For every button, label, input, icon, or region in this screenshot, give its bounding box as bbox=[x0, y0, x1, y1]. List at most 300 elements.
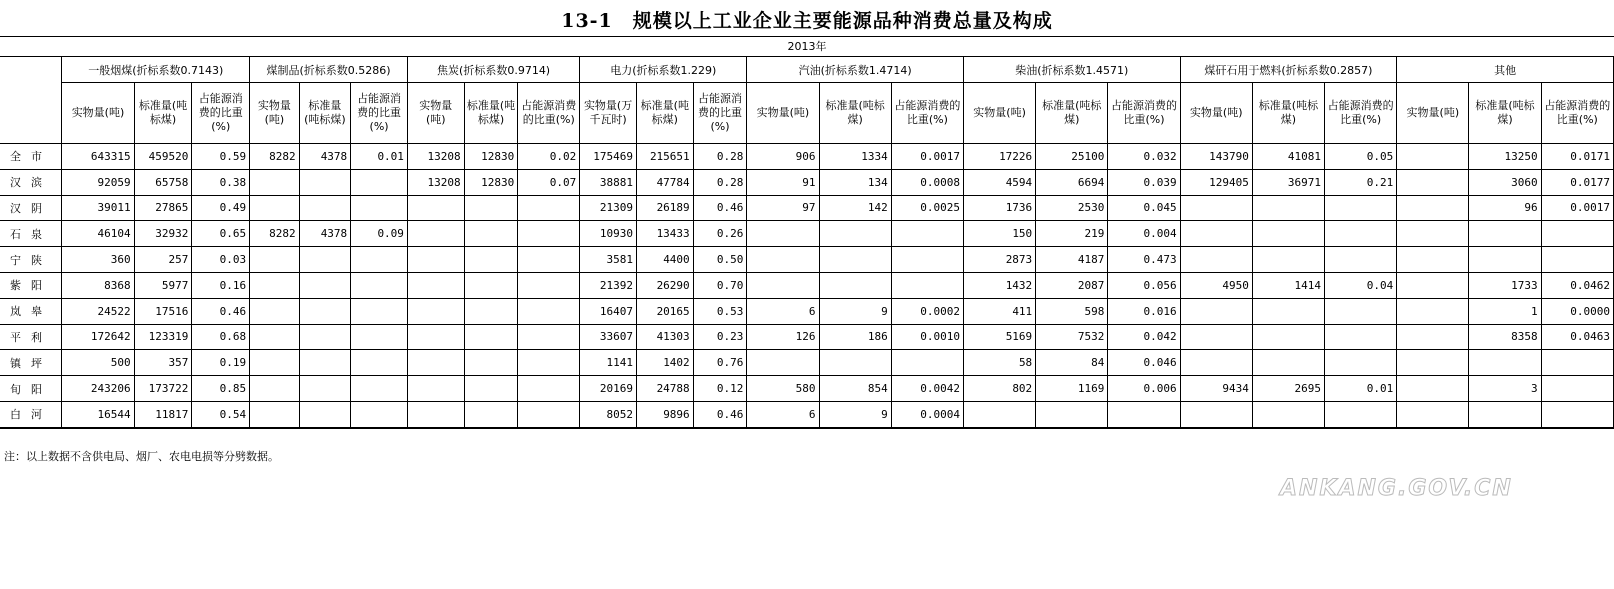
table-cell: 39011 bbox=[62, 195, 134, 221]
table-cell: 1 bbox=[1469, 298, 1541, 324]
table-cell bbox=[407, 298, 464, 324]
table-cell: 0.68 bbox=[192, 324, 250, 350]
table-cell: 257 bbox=[134, 247, 192, 273]
table-cell bbox=[819, 350, 891, 376]
table-cell: 1334 bbox=[819, 144, 891, 170]
table-cell: 21309 bbox=[580, 195, 637, 221]
table-cell: 1169 bbox=[1036, 376, 1108, 402]
table-body bbox=[0, 144, 1614, 428]
table-cell: 459520 bbox=[134, 144, 192, 170]
table-cell: 0.02 bbox=[518, 144, 580, 170]
table-cell: 26189 bbox=[636, 195, 693, 221]
table-cell: 411 bbox=[963, 298, 1035, 324]
table-cell: 16544 bbox=[62, 401, 134, 427]
table-cell bbox=[1541, 376, 1613, 402]
table-cell: 0.039 bbox=[1108, 169, 1180, 195]
table-cell: 143790 bbox=[1180, 144, 1252, 170]
table-cell: 0.09 bbox=[351, 221, 408, 247]
table-cell: 0.19 bbox=[192, 350, 250, 376]
table-cell bbox=[299, 169, 351, 195]
table-cell bbox=[407, 350, 464, 376]
table-cell: 8368 bbox=[62, 272, 134, 298]
table-cell bbox=[299, 350, 351, 376]
table-cell bbox=[1397, 247, 1469, 273]
table-cell bbox=[1252, 221, 1324, 247]
table-cell: 8282 bbox=[250, 144, 300, 170]
table-cell: 0.49 bbox=[192, 195, 250, 221]
table-cell bbox=[1252, 247, 1324, 273]
region-name: 白河 bbox=[0, 401, 62, 427]
table-cell: 215651 bbox=[636, 144, 693, 170]
table-cell: 4378 bbox=[299, 221, 351, 247]
table-cell: 4594 bbox=[963, 169, 1035, 195]
region-name: 紫阳 bbox=[0, 272, 62, 298]
table-cell: 6694 bbox=[1036, 169, 1108, 195]
table-cell: 906 bbox=[747, 144, 819, 170]
table-cell bbox=[518, 221, 580, 247]
table-cell: 134 bbox=[819, 169, 891, 195]
table-cell bbox=[1397, 298, 1469, 324]
region-name: 镇坪 bbox=[0, 350, 62, 376]
table-cell: 2695 bbox=[1252, 376, 1324, 402]
table-cell: 16407 bbox=[580, 298, 637, 324]
table-cell: 41081 bbox=[1252, 144, 1324, 170]
table-cell: 643315 bbox=[62, 144, 134, 170]
table-cell bbox=[1397, 221, 1469, 247]
table-cell bbox=[819, 221, 891, 247]
metric-header: 标准量(吨标煤) bbox=[819, 83, 891, 144]
region-name: 汉滨 bbox=[0, 169, 62, 195]
table-cell: 0.03 bbox=[192, 247, 250, 273]
metric-header: 实物量(吨) bbox=[747, 83, 819, 144]
table-cell: 0.0042 bbox=[891, 376, 963, 402]
table-cell: 0.04 bbox=[1325, 272, 1397, 298]
table-cell: 802 bbox=[963, 376, 1035, 402]
table-cell bbox=[1180, 195, 1252, 221]
table-cell bbox=[1325, 324, 1397, 350]
table-cell bbox=[1325, 247, 1397, 273]
table-cell: 357 bbox=[134, 350, 192, 376]
table-cell: 0.0000 bbox=[1541, 298, 1613, 324]
table-cell bbox=[518, 298, 580, 324]
table-cell bbox=[891, 272, 963, 298]
table-cell: 243206 bbox=[62, 376, 134, 402]
table-cell: 186 bbox=[819, 324, 891, 350]
table-cell bbox=[464, 376, 518, 402]
table-cell: 92059 bbox=[62, 169, 134, 195]
table-cell bbox=[819, 272, 891, 298]
table-cell: 1736 bbox=[963, 195, 1035, 221]
table-cell bbox=[518, 247, 580, 273]
table-cell: 0.0017 bbox=[1541, 195, 1613, 221]
table-cell: 8052 bbox=[580, 401, 637, 427]
table-cell bbox=[1252, 195, 1324, 221]
table-cell: 17226 bbox=[963, 144, 1035, 170]
table-cell bbox=[299, 324, 351, 350]
metric-header: 占能源消费的比重(%) bbox=[351, 83, 408, 144]
group-header: 柴油(折标系数1.4571) bbox=[963, 57, 1180, 83]
table-cell: 0.0463 bbox=[1541, 324, 1613, 350]
table-cell: 13208 bbox=[407, 144, 464, 170]
table-cell: 47784 bbox=[636, 169, 693, 195]
table-cell: 0.016 bbox=[1108, 298, 1180, 324]
table-cell: 0.28 bbox=[693, 144, 747, 170]
table-cell bbox=[1469, 401, 1541, 427]
table-cell bbox=[464, 221, 518, 247]
table-cell bbox=[1180, 324, 1252, 350]
group-header: 一般烟煤(折标系数0.7143) bbox=[62, 57, 250, 83]
table-cell bbox=[299, 376, 351, 402]
table-cell bbox=[1541, 221, 1613, 247]
table-note: 注：以上数据不含供电局、烟厂、农电电损等分劈数据。 bbox=[4, 450, 279, 463]
table-cell bbox=[299, 401, 351, 427]
table-cell: 3581 bbox=[580, 247, 637, 273]
table-cell bbox=[1397, 195, 1469, 221]
table-cell bbox=[464, 247, 518, 273]
table-cell bbox=[1180, 221, 1252, 247]
table-cell: 0.26 bbox=[693, 221, 747, 247]
region-name: 平利 bbox=[0, 324, 62, 350]
table-cell: 598 bbox=[1036, 298, 1108, 324]
table-cell: 2873 bbox=[963, 247, 1035, 273]
table-cell bbox=[351, 169, 408, 195]
table-row bbox=[0, 401, 1614, 427]
table-cell bbox=[1325, 401, 1397, 427]
table-cell: 9 bbox=[819, 401, 891, 427]
metric-header: 占能源消费的比重(%) bbox=[693, 83, 747, 144]
table-cell: 13208 bbox=[407, 169, 464, 195]
year-label: 2013年 bbox=[787, 40, 827, 53]
table-cell: 24788 bbox=[636, 376, 693, 402]
table-cell bbox=[351, 401, 408, 427]
table-cell bbox=[1325, 221, 1397, 247]
table-cell: 0.0002 bbox=[891, 298, 963, 324]
table-cell bbox=[250, 247, 300, 273]
table-cell bbox=[1469, 247, 1541, 273]
table-cell bbox=[407, 324, 464, 350]
table-cell bbox=[1108, 401, 1180, 427]
table-cell bbox=[1180, 247, 1252, 273]
table-cell: 0.23 bbox=[693, 324, 747, 350]
table-cell: 0.38 bbox=[192, 169, 250, 195]
metric-header: 占能源消费的比重(%) bbox=[192, 83, 250, 144]
table-cell: 97 bbox=[747, 195, 819, 221]
table-cell bbox=[250, 401, 300, 427]
table-cell: 11817 bbox=[134, 401, 192, 427]
table-cell bbox=[407, 376, 464, 402]
table-cell: 0.0017 bbox=[891, 144, 963, 170]
table-cell bbox=[1180, 350, 1252, 376]
table-cell bbox=[250, 350, 300, 376]
table-cell: 0.042 bbox=[1108, 324, 1180, 350]
metric-header: 占能源消费的比重(%) bbox=[1108, 83, 1180, 144]
table-cell: 219 bbox=[1036, 221, 1108, 247]
table-cell: 0.01 bbox=[1325, 376, 1397, 402]
table-cell: 0.46 bbox=[192, 298, 250, 324]
watermark: ANKANG.GOV.CN bbox=[1280, 476, 1513, 501]
table-cell: 0.21 bbox=[1325, 169, 1397, 195]
metric-header: 实物量(吨) bbox=[407, 83, 464, 144]
table-cell bbox=[891, 221, 963, 247]
region-name: 岚皋 bbox=[0, 298, 62, 324]
table-cell: 0.056 bbox=[1108, 272, 1180, 298]
table-cell: 3 bbox=[1469, 376, 1541, 402]
table-cell: 21392 bbox=[580, 272, 637, 298]
table-cell: 4187 bbox=[1036, 247, 1108, 273]
table-cell: 0.05 bbox=[1325, 144, 1397, 170]
table-cell: 0.032 bbox=[1108, 144, 1180, 170]
table-cell bbox=[1541, 401, 1613, 427]
table-cell: 150 bbox=[963, 221, 1035, 247]
table-cell: 0.54 bbox=[192, 401, 250, 427]
table-cell: 0.12 bbox=[693, 376, 747, 402]
metric-header: 标准量(吨标煤) bbox=[1252, 83, 1324, 144]
table-cell: 24522 bbox=[62, 298, 134, 324]
table-cell bbox=[518, 350, 580, 376]
table-cell: 17516 bbox=[134, 298, 192, 324]
table-cell: 0.0171 bbox=[1541, 144, 1613, 170]
table-cell: 0.07 bbox=[518, 169, 580, 195]
table-cell: 20165 bbox=[636, 298, 693, 324]
table-cell bbox=[1397, 350, 1469, 376]
table-cell: 8358 bbox=[1469, 324, 1541, 350]
metric-header: 标准量(吨标煤) bbox=[299, 83, 351, 144]
table-cell bbox=[747, 221, 819, 247]
table-cell: 123319 bbox=[134, 324, 192, 350]
table-cell: 0.70 bbox=[693, 272, 747, 298]
table-cell bbox=[1252, 298, 1324, 324]
table-cell bbox=[747, 247, 819, 273]
table-cell bbox=[250, 298, 300, 324]
table-cell: 0.0177 bbox=[1541, 169, 1613, 195]
region-header bbox=[0, 57, 62, 144]
metric-header: 标准量(吨标煤) bbox=[1036, 83, 1108, 144]
table-cell: 91 bbox=[747, 169, 819, 195]
metric-header: 实物量(吨) bbox=[1180, 83, 1252, 144]
table-cell bbox=[351, 272, 408, 298]
table-cell bbox=[1180, 401, 1252, 427]
table-cell: 8282 bbox=[250, 221, 300, 247]
energy-table bbox=[0, 56, 1614, 429]
table-cell: 33607 bbox=[580, 324, 637, 350]
table-cell bbox=[518, 324, 580, 350]
table-cell: 9434 bbox=[1180, 376, 1252, 402]
metric-header: 标准量(吨标煤) bbox=[134, 83, 192, 144]
title-divider bbox=[0, 36, 1614, 37]
table-cell: 0.46 bbox=[693, 401, 747, 427]
table-cell: 9896 bbox=[636, 401, 693, 427]
table-cell: 5169 bbox=[963, 324, 1035, 350]
table-row bbox=[0, 144, 1614, 170]
table-cell: 175469 bbox=[580, 144, 637, 170]
table-cell: 0.53 bbox=[693, 298, 747, 324]
table-cell: 6 bbox=[747, 298, 819, 324]
table-cell bbox=[407, 247, 464, 273]
table-cell: 36971 bbox=[1252, 169, 1324, 195]
table-cell: 0.0010 bbox=[891, 324, 963, 350]
table-cell: 84 bbox=[1036, 350, 1108, 376]
table-cell bbox=[1397, 144, 1469, 170]
group-header: 焦炭(折标系数0.9714) bbox=[407, 57, 579, 83]
group-header: 汽油(折标系数1.4714) bbox=[747, 57, 964, 83]
table-cell bbox=[1325, 350, 1397, 376]
group-header: 煤矸石用于燃料(折标系数0.2857) bbox=[1180, 57, 1397, 83]
table-cell bbox=[464, 272, 518, 298]
table-cell: 0.046 bbox=[1108, 350, 1180, 376]
table-row bbox=[0, 272, 1614, 298]
table-cell: 0.01 bbox=[351, 144, 408, 170]
table-cell bbox=[464, 350, 518, 376]
table-cell bbox=[518, 272, 580, 298]
table-row bbox=[0, 324, 1614, 350]
table-row bbox=[0, 298, 1614, 324]
table-cell bbox=[963, 401, 1035, 427]
table-cell: 0.76 bbox=[693, 350, 747, 376]
region-name: 宁陕 bbox=[0, 247, 62, 273]
table-cell bbox=[1541, 350, 1613, 376]
table-cell bbox=[299, 272, 351, 298]
table-cell: 20169 bbox=[580, 376, 637, 402]
table-cell bbox=[407, 195, 464, 221]
table-cell bbox=[407, 401, 464, 427]
table-cell: 25100 bbox=[1036, 144, 1108, 170]
table-cell: 9 bbox=[819, 298, 891, 324]
table-cell bbox=[464, 298, 518, 324]
table-cell: 1432 bbox=[963, 272, 1035, 298]
table-cell bbox=[299, 247, 351, 273]
table-row bbox=[0, 376, 1614, 402]
region-name: 旬阳 bbox=[0, 376, 62, 402]
table-cell: 500 bbox=[62, 350, 134, 376]
table-cell bbox=[518, 376, 580, 402]
table-cell bbox=[1325, 298, 1397, 324]
table-cell bbox=[351, 247, 408, 273]
header-row-metrics bbox=[0, 83, 1614, 144]
table-cell: 5977 bbox=[134, 272, 192, 298]
table-cell: 0.004 bbox=[1108, 221, 1180, 247]
metric-header: 实物量(万千瓦时) bbox=[580, 83, 637, 144]
group-header: 电力(折标系数1.229) bbox=[580, 57, 747, 83]
metric-header: 标准量(吨标煤) bbox=[1469, 83, 1541, 144]
table-cell: 12830 bbox=[464, 144, 518, 170]
table-cell bbox=[1397, 401, 1469, 427]
metric-header: 标准量(吨标煤) bbox=[636, 83, 693, 144]
table-cell bbox=[464, 195, 518, 221]
table-cell: 38881 bbox=[580, 169, 637, 195]
metric-header: 占能源消费的比重(%) bbox=[891, 83, 963, 144]
table-row bbox=[0, 169, 1614, 195]
table-cell bbox=[351, 195, 408, 221]
table-cell bbox=[464, 324, 518, 350]
table-cell: 4400 bbox=[636, 247, 693, 273]
table-cell: 13250 bbox=[1469, 144, 1541, 170]
table-cell: 0.28 bbox=[693, 169, 747, 195]
table-cell bbox=[250, 195, 300, 221]
table-cell bbox=[518, 401, 580, 427]
table-cell bbox=[891, 350, 963, 376]
table-cell: 58 bbox=[963, 350, 1035, 376]
table-cell: 126 bbox=[747, 324, 819, 350]
table-cell bbox=[1325, 195, 1397, 221]
table-cell: 0.0004 bbox=[891, 401, 963, 427]
table-cell bbox=[1397, 272, 1469, 298]
table-cell: 7532 bbox=[1036, 324, 1108, 350]
table-cell: 0.473 bbox=[1108, 247, 1180, 273]
metric-header: 实物量(吨) bbox=[963, 83, 1035, 144]
table-cell: 0.0462 bbox=[1541, 272, 1613, 298]
table-cell: 96 bbox=[1469, 195, 1541, 221]
table-cell bbox=[1180, 298, 1252, 324]
region-name: 全市 bbox=[0, 144, 62, 170]
table-cell: 1414 bbox=[1252, 272, 1324, 298]
table-cell: 1402 bbox=[636, 350, 693, 376]
table-cell bbox=[1469, 221, 1541, 247]
table-cell: 4950 bbox=[1180, 272, 1252, 298]
table-cell bbox=[250, 324, 300, 350]
table-cell: 32932 bbox=[134, 221, 192, 247]
header-row-groups bbox=[0, 57, 1614, 83]
table-cell: 1733 bbox=[1469, 272, 1541, 298]
table-cell: 0.59 bbox=[192, 144, 250, 170]
table-cell: 142 bbox=[819, 195, 891, 221]
group-header: 其他 bbox=[1397, 57, 1614, 83]
table-cell bbox=[464, 401, 518, 427]
table-cell: 26290 bbox=[636, 272, 693, 298]
table-cell bbox=[250, 376, 300, 402]
table-cell: 3060 bbox=[1469, 169, 1541, 195]
table-cell: 129405 bbox=[1180, 169, 1252, 195]
table-cell: 0.50 bbox=[693, 247, 747, 273]
table-cell bbox=[1036, 401, 1108, 427]
table-cell bbox=[1397, 169, 1469, 195]
table-cell bbox=[1252, 401, 1324, 427]
table-cell: 46104 bbox=[62, 221, 134, 247]
table-cell: 0.46 bbox=[693, 195, 747, 221]
table-cell: 0.65 bbox=[192, 221, 250, 247]
table-cell bbox=[407, 272, 464, 298]
table-cell: 0.006 bbox=[1108, 376, 1180, 402]
table-cell: 27865 bbox=[134, 195, 192, 221]
table-cell: 1141 bbox=[580, 350, 637, 376]
table-cell bbox=[407, 221, 464, 247]
table-cell bbox=[351, 298, 408, 324]
table-cell bbox=[1541, 247, 1613, 273]
table-cell bbox=[1469, 350, 1541, 376]
table-cell: 41303 bbox=[636, 324, 693, 350]
table-cell: 12830 bbox=[464, 169, 518, 195]
table-cell bbox=[250, 272, 300, 298]
table-cell bbox=[819, 247, 891, 273]
table-cell bbox=[1397, 324, 1469, 350]
table-row bbox=[0, 221, 1614, 247]
table-row bbox=[0, 350, 1614, 376]
metric-header: 标准量(吨标煤) bbox=[464, 83, 518, 144]
table-cell bbox=[351, 350, 408, 376]
table-cell: 0.16 bbox=[192, 272, 250, 298]
table-cell bbox=[1252, 350, 1324, 376]
table-cell: 0.85 bbox=[192, 376, 250, 402]
metric-header: 占能源消费的比重(%) bbox=[518, 83, 580, 144]
table-cell bbox=[747, 350, 819, 376]
table-cell: 13433 bbox=[636, 221, 693, 247]
metric-header: 实物量(吨) bbox=[62, 83, 134, 144]
table-cell: 580 bbox=[747, 376, 819, 402]
metric-header: 实物量(吨) bbox=[250, 83, 300, 144]
table-cell: 2087 bbox=[1036, 272, 1108, 298]
table-cell: 0.045 bbox=[1108, 195, 1180, 221]
table-cell bbox=[747, 272, 819, 298]
table-cell: 0.0025 bbox=[891, 195, 963, 221]
